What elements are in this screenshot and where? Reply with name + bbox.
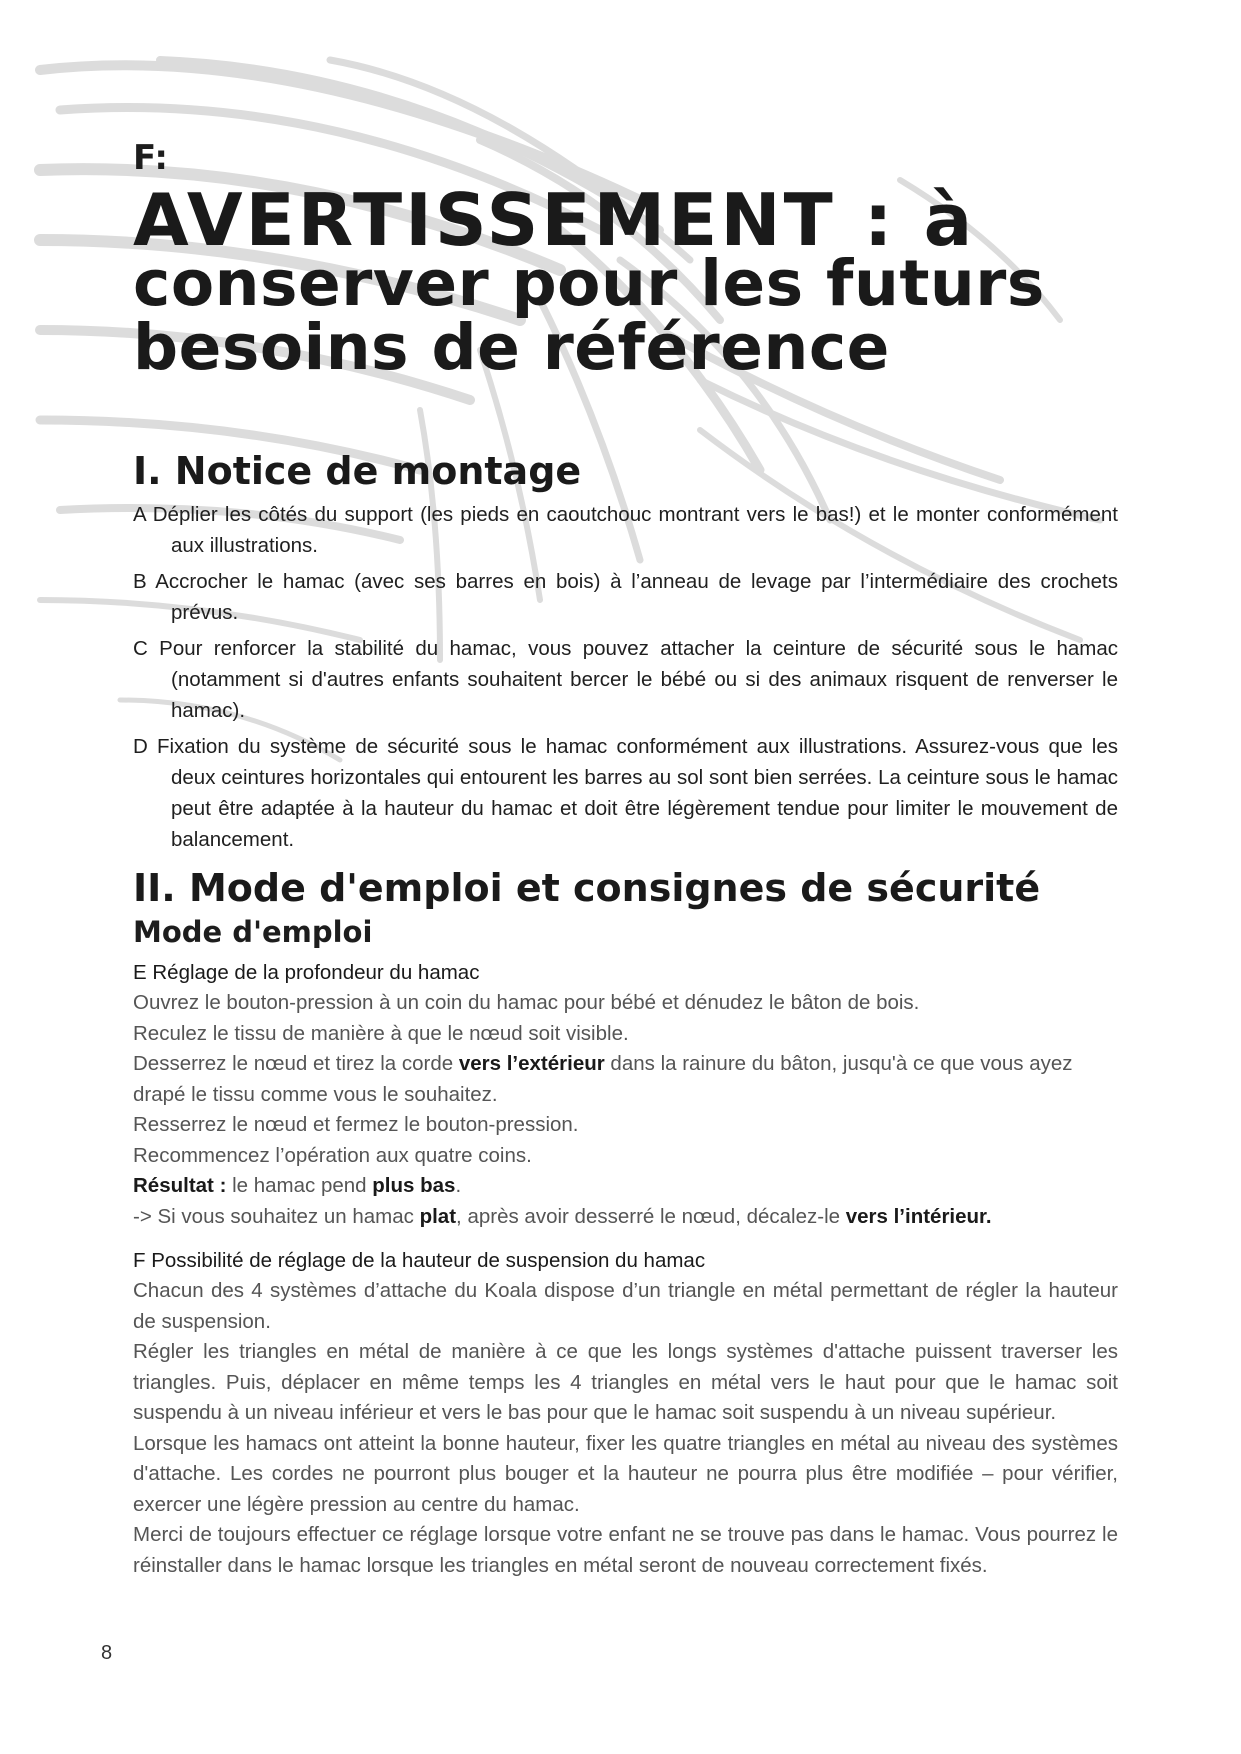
result-text-b: plus bas bbox=[372, 1174, 456, 1197]
assembly-heading: I. Notice de montage bbox=[133, 449, 582, 493]
flat-b: plat bbox=[419, 1204, 457, 1228]
height-adjust-title: F Possibilité de réglage de la hauteur de suspension du hamac bbox=[133, 1249, 706, 1272]
page-title bbox=[133, 178, 1045, 384]
depth-adjust-title: E Réglage de la profondeur du hamac bbox=[133, 961, 480, 984]
page-number: 8 bbox=[101, 1642, 113, 1664]
result-text-c: . bbox=[455, 1174, 462, 1197]
result-label: Résultat : bbox=[133, 1174, 227, 1197]
title-line-1: AVERTISSEMENT : à bbox=[133, 178, 976, 262]
assembly-item-b: B Accrocher le hamac (avec ses barres en bois) à l’anneau de levage par l’intermédiaire des crochets prévus. bbox=[133, 570, 1118, 624]
usage-heading: II. Mode d'emploi et consignes de sécurité bbox=[133, 866, 1041, 910]
assembly-item-a: A Déplier les côtés du support (les pieds en caoutchouc montrant vers le bas!) et le monter conformément aux illustrations. bbox=[133, 503, 1118, 557]
depth-step-1: Ouvrez le bouton-pression à un coin du hamac pour bébé et dénudez le bâton de bois. bbox=[133, 991, 920, 1014]
depth-step-3 bbox=[133, 1049, 1118, 1110]
depth-result bbox=[133, 1171, 1118, 1202]
height-para-2: Régler les triangles en métal de manière à ce que les longs systèmes d'attache puissent traverser les triangles. Puis, déplacer en même temps les 4 triangles en métal vers le haut pour que le hamac soit suspendu à un niveau inférieur et vers le bas pour que le hamac soit suspendu à un niveau supérieur. bbox=[133, 1340, 1118, 1424]
usage-section bbox=[133, 864, 1118, 1581]
result-text-a: le hamac pend bbox=[226, 1174, 373, 1197]
title-line-2: conserver pour les futurs bbox=[133, 247, 1045, 320]
depth-flat-note bbox=[133, 1202, 1118, 1233]
assembly-section bbox=[133, 447, 1118, 860]
height-para-4: Merci de toujours effectuer ce réglage lorsque votre enfant ne se trouve pas dans le hamac. Vous pourrez le réinstaller dans le hamac lorsque les triangles en métal seront de nouveau correctement fixés. bbox=[133, 1523, 1118, 1577]
depth-step-2: Reculez le tissu de manière à que le nœud soit visible. bbox=[133, 1021, 629, 1045]
depth-step-3a: Desserrez le nœud et tirez la corde bbox=[133, 1052, 459, 1075]
assembly-list bbox=[133, 499, 1118, 855]
depth-step-3b: vers l’extérieur bbox=[458, 1052, 605, 1075]
usage-subheading: Mode d'emploi bbox=[133, 915, 373, 949]
depth-step-3c: dans la rainure du bâton, jusqu'à ce que vous ayez drapé le tissu comme vous le souhaitez. bbox=[133, 1052, 1073, 1106]
height-para-3: Lorsque les hamacs ont atteint la bonne hauteur, fixer les quatre triangles en métal au niveau des systèmes d'attache. Les cordes ne pourront plus bouger et la hauteur ne pourra plus être modifiée – pour vérifier, exercer une légère pression au centre du hamac. bbox=[133, 1431, 1118, 1516]
depth-step-5: Recommencez l’opération aux quatre coins. bbox=[133, 1143, 532, 1167]
flat-d: vers l’intérieur. bbox=[845, 1204, 992, 1228]
language-tag: F: bbox=[133, 138, 168, 178]
title-line-3: besoins de référence bbox=[133, 311, 890, 384]
assembly-item-d: D Fixation du système de sécurité sous le hamac conformément aux illustrations. Assurez-vous que les deux ceintures horizontales qui entourent les barres au sol sont bien serrées. La ceinture sous le hamac peut être adaptée à la hauteur du hamac et doit être légèrement tendue pour limiter le mouvement de balancement. bbox=[133, 735, 1118, 851]
assembly-item-c: C Pour renforcer la stabilité du hamac, vous pouvez attacher la ceinture de sécurité sous le hamac (notamment si d'autres enfants souhaitent bercer le bébé ou si des animaux risquent de renverser le hamac). bbox=[133, 637, 1118, 722]
height-para-1: Chacun des 4 systèmes d’attache du Koala dispose d’un triangle en métal permettant de régler la hauteur de suspension. bbox=[133, 1279, 1118, 1333]
flat-c: , après avoir desserré le nœud, décalez-le bbox=[456, 1204, 846, 1228]
depth-step-4: Resserrez le nœud et fermez le bouton-pression. bbox=[133, 1113, 579, 1136]
flat-a: -> Si vous souhaitez un hamac bbox=[133, 1204, 420, 1228]
